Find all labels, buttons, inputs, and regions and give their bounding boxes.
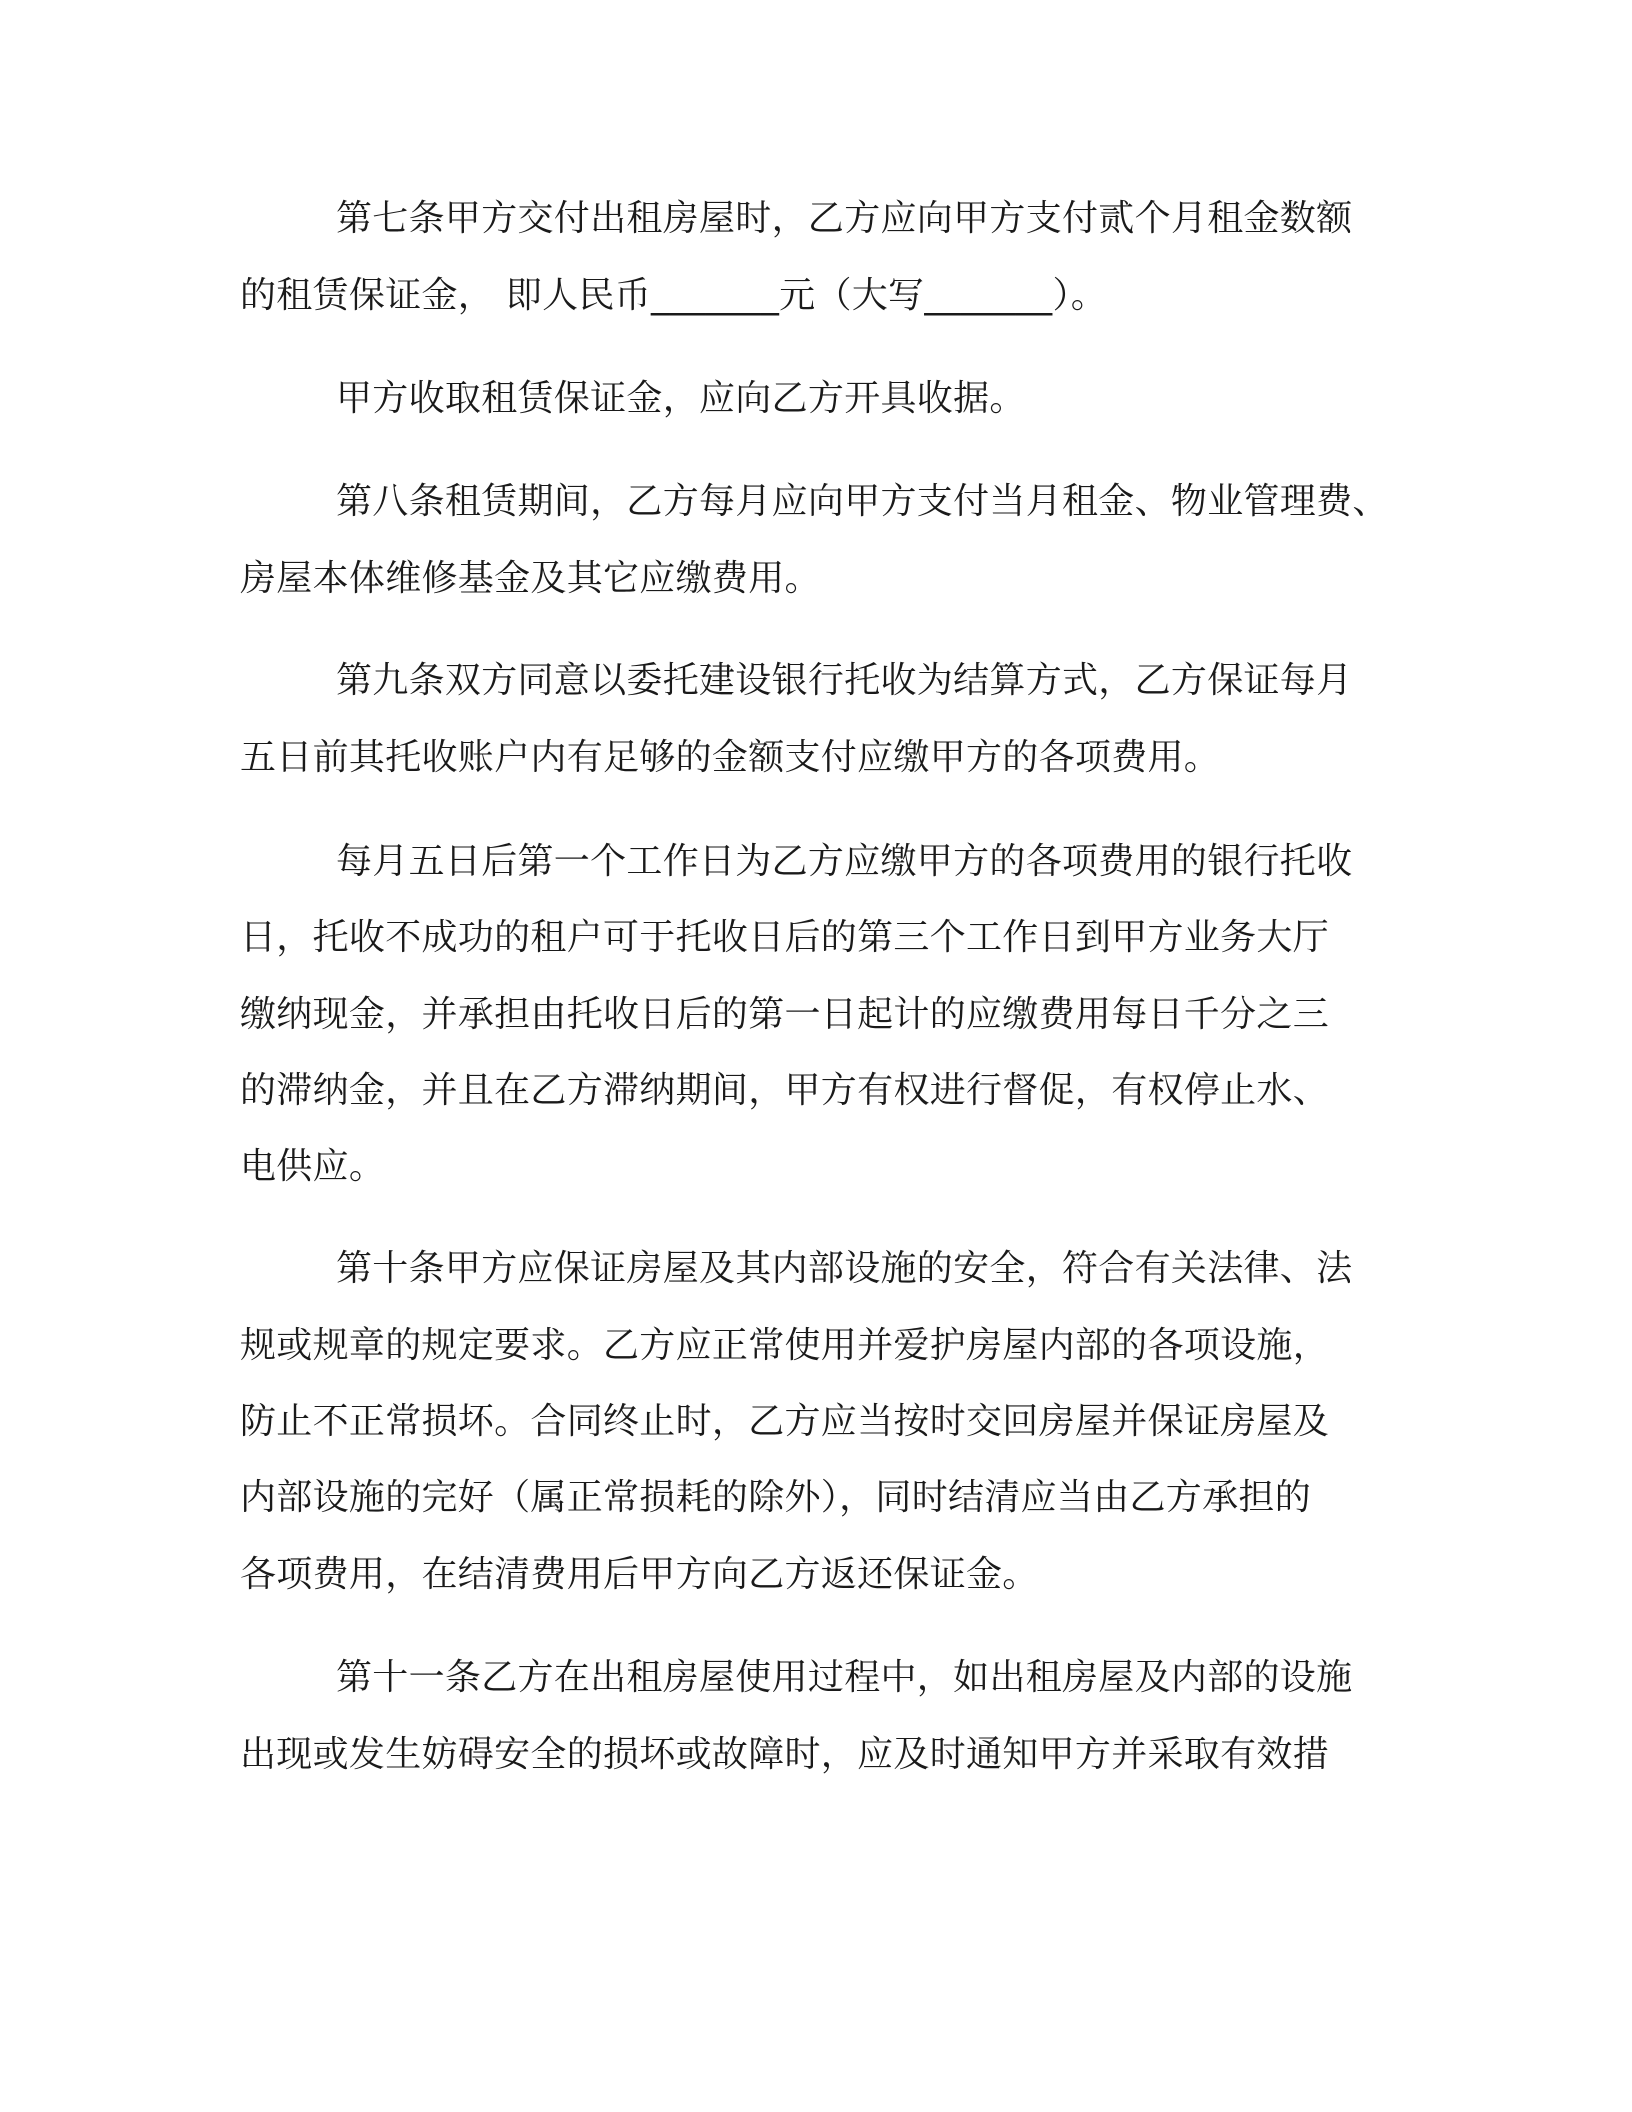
clause-8-line-2: 房屋本体维修基金及其它应缴费用。 — [240, 558, 821, 599]
clause-10-line-5: 各项费用，在结清费用后甲方向乙方返还保证金。 — [240, 1554, 1039, 1595]
clause-8-line-1: 第八条租赁期间，乙方每月应向甲方支付当月租金、物业管理费、 — [336, 481, 1389, 522]
clause-11-line-2: 出现或发生妨碍安全的损坏或故障时，应及时通知甲方并采取有效措 — [240, 1734, 1330, 1775]
clause-7-line-1: 第七条甲方交付出租房屋时，乙方应向甲方支付贰个月租金数额 — [336, 198, 1353, 239]
deposit-receipt-line: 甲方收取租赁保证金，应向乙方开具收据。 — [336, 378, 1026, 419]
clause-9-line-2: 五日前其托收账户内有足够的金额支付应缴甲方的各项费用。 — [240, 737, 1221, 778]
clause-10-line-4: 内部设施的完好（属正常损耗的除外），同时结清应当由乙方承担的 — [240, 1477, 1312, 1518]
clause-9-line-1: 第九条双方同意以委托建设银行托收为结算方式，乙方保证每月 — [336, 660, 1353, 701]
clause-10-line-2: 规或规章的规定要求。乙方应正常使用并爱护房屋内部的各项设施， — [240, 1325, 1330, 1366]
collection-day-line-4: 的滞纳金，并且在乙方滞纳期间，甲方有权进行督促，有权停止水、 — [240, 1070, 1330, 1111]
collection-day-line-5: 电供应。 — [240, 1146, 386, 1187]
collection-day-line-2: 日，托收不成功的租户可于托收日后的第三个工作日到甲方业务大厅 — [240, 917, 1330, 958]
clause-10-line-3: 防止不正常损坏。合同终止时，乙方应当按时交回房屋并保证房屋及 — [240, 1401, 1330, 1442]
collection-day-line-3: 缴纳现金，并承担由托收日后的第一日起计的应缴费用每日千分之三 — [240, 994, 1330, 1035]
clause-10-line-1: 第十条甲方应保证房屋及其内部设施的安全，符合有关法律、法 — [336, 1248, 1353, 1289]
clause-11-line-1: 第十一条乙方在出租房屋使用过程中，如出租房屋及内部的设施 — [336, 1657, 1353, 1698]
clause-7-line-2: 的租赁保证金， 即人民币_______元（大写_______）。 — [240, 275, 1108, 316]
collection-day-line-1: 每月五日后第一个工作日为乙方应缴甲方的各项费用的银行托收 — [336, 841, 1353, 882]
